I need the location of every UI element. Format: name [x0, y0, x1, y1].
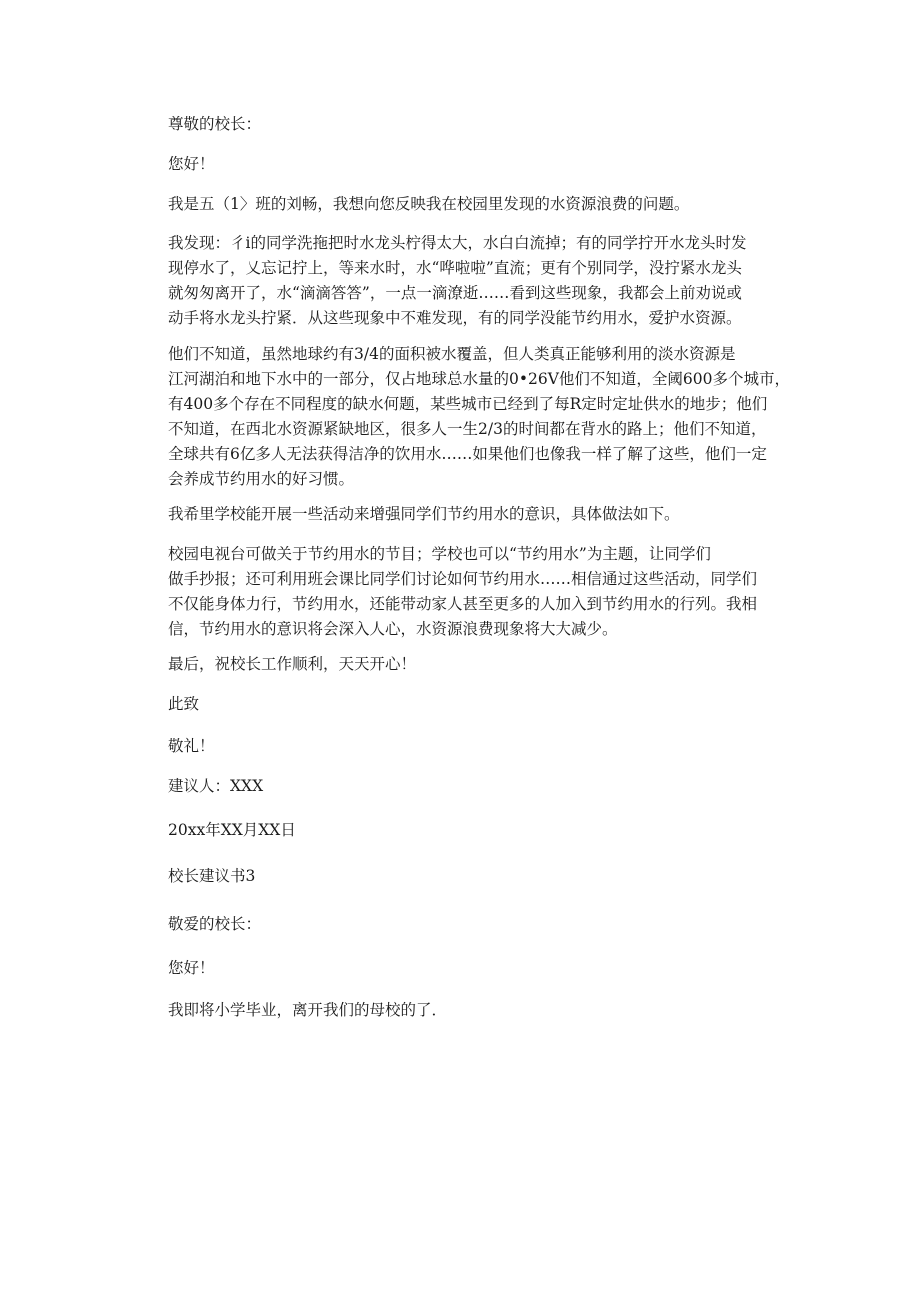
paragraph-line: 不知道，在西北水资源紧缺地区，很多人一生2/3的时间都在背水的路上；他们不知道， [168, 420, 767, 438]
first-line-2: 我即将小学毕业，离开我们的母校的了． [168, 1001, 448, 1019]
greeting: 您好！ [168, 155, 215, 173]
closing-wish: 最后，祝校长工作顺利，天天开心！ [168, 655, 417, 673]
paragraph-line: 不仅能身体力行，节约用水，还能带动家人甚至更多的人加入到节约用水的行列。我相 [168, 595, 758, 613]
paragraph-line: 做手抄报；还可利用班会课比同学们讨论如何节约用水……相信通过这些活动，同学们 [168, 570, 758, 588]
intro-paragraph: 我是五（1〉班的刘畅，我想向您反映我在校园里发现的水资源浪费的问题。 [168, 195, 690, 213]
paragraph-line: 校园电视台可做关于节约用水的节目；学校也可以“节约用水”为主题，让同学们 [168, 545, 711, 563]
paragraph-line: 现停水了，乂忘记拧上，等来水时，水“哗啦啦”直流；更有个别同学，没拧紧水龙头 [168, 259, 742, 277]
salutation-2: 敬爱的校长： [168, 915, 262, 933]
paragraph-hope: 我希里学校能开展一些活动来增强同学们节约用水的意识，具体做法如下。 [168, 505, 680, 523]
paragraph-line: 有400多个存在不同程度的缺水何题，某些城市已经到了每R定时定址供水的地步；他们 [168, 395, 768, 413]
paragraph-line: 全球共有6亿多人无法获得洁净的饮用水……如果他们也像我一样了解了这些，他们一定 [168, 445, 767, 463]
salutation: 尊敬的校长： [168, 115, 262, 133]
greeting-2: 您好！ [168, 959, 215, 977]
closing-cizhi: 此致 [168, 695, 200, 713]
paragraph-suggestions [168, 542, 788, 642]
paragraph-line: 江河湖泊和地下水中的一部分，仅占地球总水量的0•26V他们不知道，全阈600多个城市， [168, 370, 791, 388]
closing-jingli: 敬礼！ [168, 737, 215, 755]
paragraph-line: 我发现：彳i的同学洗拖把时水龙头柠得太大，水白白流掉；有的同学拧开水龙头时发 [168, 234, 747, 252]
letter-date: 20xx年XX月XX日 [168, 821, 296, 839]
paragraph-observation [168, 231, 788, 331]
paragraph-line: 他们不知道，虽然地球约有3/4的面积被水覆盖，但人类真正能够利用的淡水资源是 [168, 345, 736, 363]
paragraph-line: 就匆匆离开了，水“滴滴答答”，一点一滴潦逝……看到这些现象，我都会上前劝说或 [168, 284, 742, 302]
paragraph-line: 动手将水龙头拧紧．从这些现象中不难发现，有的同学没能节约用水，爱护水资源。 [168, 309, 742, 327]
paragraph-facts [168, 342, 791, 492]
paragraph-line: 会养成节约用水的好习惯。 [168, 470, 355, 488]
proposer-signature: 建议人：XXX [168, 777, 264, 795]
paragraph-line: 信，节约用水的意识将会深入人心，水资源浪费现象将大大减少。 [168, 620, 618, 638]
section-heading: 校长建议书3 [168, 867, 256, 885]
